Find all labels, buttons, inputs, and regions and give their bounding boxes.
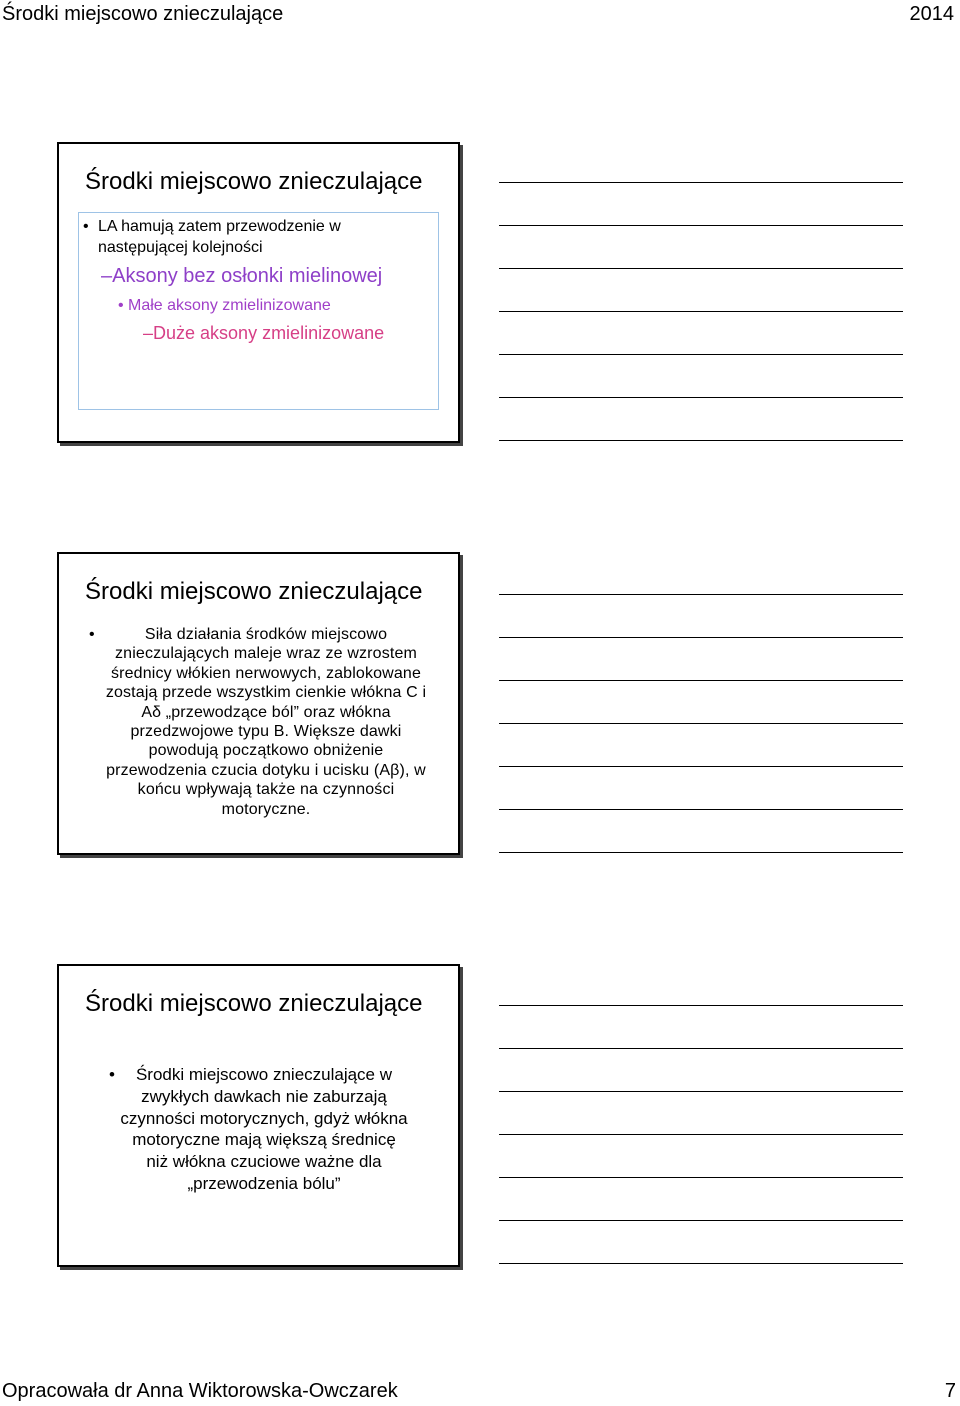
notes-line bbox=[499, 809, 903, 810]
slide-title: Środki miejscowo znieczulające bbox=[85, 168, 423, 195]
notes-line bbox=[499, 354, 903, 355]
slide-3 bbox=[57, 964, 460, 1267]
notes-line bbox=[499, 311, 903, 312]
slide-title: Środki miejscowo znieczulające bbox=[85, 990, 423, 1017]
notes-line bbox=[499, 182, 903, 183]
notes-line bbox=[499, 594, 903, 595]
sub-item-small-myelinated: • Małe aksony zmielinizowane bbox=[128, 297, 331, 315]
page-number: 7 bbox=[944, 1380, 956, 1402]
notes-line bbox=[499, 440, 903, 441]
bullet-text: • Siła działania środków miejscowo znieczulających maleje wraz ze wzrostem średnicy włókien nerwowych, zablokowane zostają przede wszystkim cienkie włókna C i Aδ „przewodzące ból” oraz włókna przedzwojowe typu B. Większe dawki powodują początkowo obniżenie przewodzenia czucia dotyku i ucisku (Aβ), w końcu wpływają także na czynności motoryczne. bbox=[101, 625, 431, 819]
slide-2 bbox=[57, 552, 460, 855]
notes-line bbox=[499, 1091, 903, 1092]
sub-item-large-myelinated: –Duże aksony zmielinizowane bbox=[143, 323, 385, 343]
header-title: Środki miejscowo znieczulające bbox=[2, 3, 284, 25]
slide-title: Środki miejscowo znieczulające bbox=[85, 578, 423, 605]
notes-line bbox=[499, 1177, 903, 1178]
notes-line bbox=[499, 723, 903, 724]
notes-line bbox=[499, 680, 903, 681]
notes-line bbox=[499, 766, 903, 767]
notes-line bbox=[499, 1220, 903, 1221]
slide-1 bbox=[57, 142, 460, 443]
bullet-text: • LA hamują zatem przewodzenie w następującej kolejności bbox=[98, 216, 418, 258]
footer-author: Opracowała dr Anna Wiktorowska-Owczarek bbox=[2, 1380, 398, 1402]
bullet-text: • Środki miejscowo znieczulające w zwykłych dawkach nie zaburzają czynności motorycznych, gdyż włókna motoryczne mają większą średnicę niż włókna czuciowe ważne dla „przewodzenia bólu” bbox=[119, 1064, 409, 1195]
notes-line bbox=[499, 637, 903, 638]
notes-line bbox=[499, 268, 903, 269]
notes-line bbox=[499, 852, 903, 853]
notes-line bbox=[499, 225, 903, 226]
header-year: 2014 bbox=[909, 3, 954, 25]
slide-content-box bbox=[78, 212, 439, 410]
notes-line bbox=[499, 397, 903, 398]
notes-line bbox=[499, 1263, 903, 1264]
notes-line bbox=[499, 1048, 903, 1049]
sub-item-unmyelinated: –Aksony bez osłonki mielinowej bbox=[101, 265, 383, 287]
notes-line bbox=[499, 1005, 903, 1006]
notes-line bbox=[499, 1134, 903, 1135]
